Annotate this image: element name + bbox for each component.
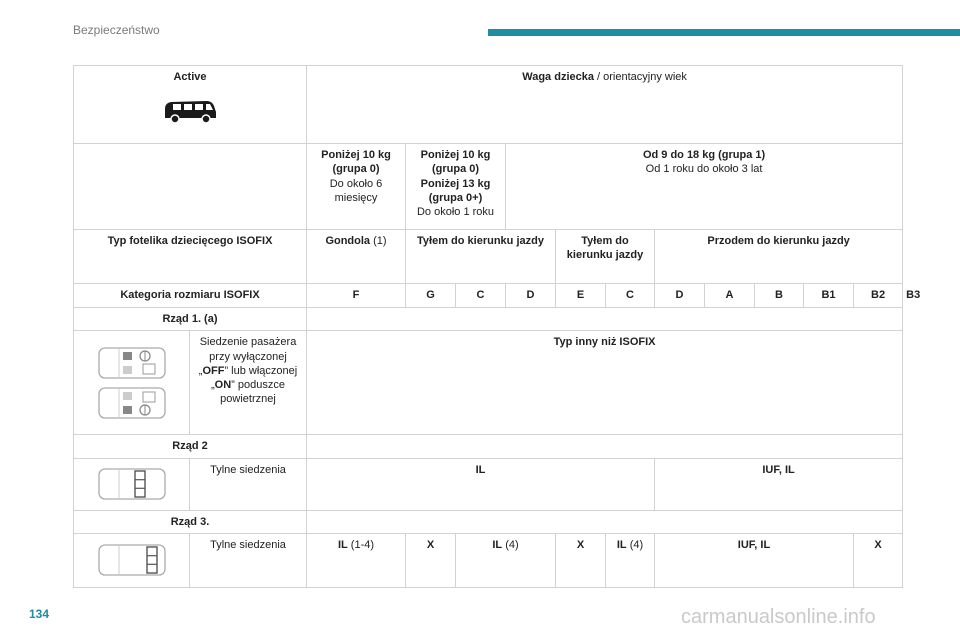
table-header-row (74, 66, 903, 144)
row3-icon-cell (74, 533, 190, 587)
row3-label-row (74, 510, 903, 533)
rear-facing-cell-1: Tyłem do kierunku jazdy (406, 230, 556, 284)
size-category-label: Kategoria rozmiaru ISOFIX (74, 284, 307, 308)
seat-type-row (74, 230, 903, 284)
watermark: carmanualsonline.info (681, 606, 876, 628)
size-class: G (406, 284, 456, 308)
row1-icons-cell (74, 331, 190, 435)
active-cell (74, 66, 307, 144)
weight-title-rest: / orientacyjny wiek (593, 71, 687, 83)
forward-facing-cell: Przodem do kierunku jazdy (655, 230, 903, 284)
second-row-seat-icon (97, 467, 167, 501)
row2-label-row (74, 435, 903, 458)
size-class: C (606, 284, 655, 308)
size-class: D (655, 284, 705, 308)
size-class: D (506, 284, 556, 308)
size-class: F (307, 284, 406, 308)
size-class: B (755, 284, 804, 308)
row2-seat: Tylne siedzenia (190, 458, 307, 510)
row1-label: Rząd 1. (a) (74, 308, 307, 331)
row3-cell-3: IL (4) (456, 533, 556, 587)
row3-label: Rząd 3. (74, 510, 307, 533)
group-0plus-cell: Poniżej 10 kg (grupa 0) Poniżej 13 kg (grupa 0+) Do około 1 roku (406, 144, 506, 230)
row1-label-row (74, 308, 903, 331)
row3-cell-2: X (406, 533, 456, 587)
size-class: C (456, 284, 506, 308)
gondola-cell: Gondola (1) (307, 230, 406, 284)
row3-cell-4: X (556, 533, 606, 587)
size-category-row: Kategoria rozmiaru ISOFIX F G C D E C D A B B1 B2 B3 (74, 284, 903, 308)
rear-facing-cell-2: Tyłem do kierunku jazdy (556, 230, 655, 284)
group-row (74, 144, 903, 230)
weight-title-bold: Waga dziecka (522, 71, 594, 83)
van-icon (162, 98, 218, 124)
row2-content-row (74, 458, 903, 510)
weight-title-cell (307, 66, 903, 144)
group-1-cell: Od 9 do 18 kg (grupa 1) Od 1 roku do około 3 lat (506, 144, 903, 230)
row2-icon-cell (74, 458, 190, 510)
front-passenger-seat-icon (97, 346, 167, 380)
row3-cell-1: IL (1-4) (307, 533, 406, 587)
row2-value-2: IUF, IL (655, 458, 903, 510)
isofix-table (73, 65, 921, 588)
row1-seat-description: Siedzenie pasażera przy wyłączonej „OFF” lub włączonej „ON” poduszce powietrznej (190, 331, 307, 435)
row3-content-row (74, 533, 903, 587)
size-class: B2 (854, 284, 903, 308)
row1-value: Typ inny niż ISOFIX (307, 331, 903, 435)
active-label: Active (173, 71, 207, 83)
row3-cell-6: IUF, IL (655, 533, 854, 587)
third-row-seat-icon (97, 543, 167, 577)
row2-value-1: IL (307, 458, 655, 510)
row3-cell-5: IL (4) (606, 533, 655, 587)
row1-content-row (74, 331, 903, 435)
seat-type-label: Typ fotelika dziecięcego ISOFIX (74, 230, 307, 284)
row3-cell-7: X (854, 533, 903, 587)
front-passenger-seat-icon (97, 386, 167, 420)
size-class: B1 (804, 284, 854, 308)
group-0-cell: Poniżej 10 kg (grupa 0) Do około 6 miesięcy (307, 144, 406, 230)
page-number: 134 (29, 607, 50, 621)
size-class: A (705, 284, 755, 308)
header-accent-bar (488, 29, 960, 36)
row3-seat: Tylne siedzenia (190, 533, 307, 587)
size-class: E (556, 284, 606, 308)
section-title: Bezpieczeństwo (73, 23, 160, 37)
row2-label: Rząd 2 (74, 435, 307, 458)
